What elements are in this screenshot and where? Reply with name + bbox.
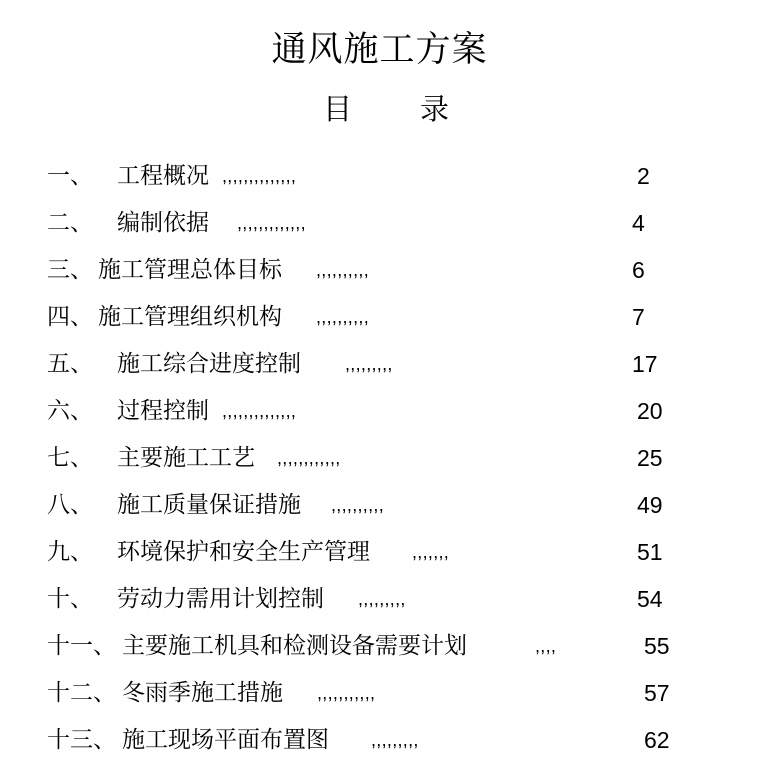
toc-item-label: 施工管理组织机构	[98, 304, 282, 330]
toc-item-label: 劳动力需用计划控制	[117, 586, 324, 612]
toc-item-label: 工程概况	[117, 163, 209, 189]
toc-item	[0, 300, 759, 334]
toc-item	[0, 441, 759, 475]
toc-item-label: 过程控制	[117, 398, 209, 424]
toc-item-leader: ,,,,,,,,,,,,,,	[222, 401, 297, 421]
toc-item-page: 62	[644, 727, 670, 753]
toc-item	[0, 629, 759, 663]
toc-item-number: 八、	[47, 492, 93, 518]
toc-item-leader: ,,,,,,,	[412, 542, 450, 562]
subtitle-mu: 目	[323, 92, 353, 126]
toc-item-page: 20	[637, 398, 663, 424]
toc-item-number: 一、	[47, 163, 93, 189]
toc-item-label: 施工管理总体目标	[98, 257, 282, 283]
toc-item-leader: ,,,,,,,,,,	[316, 260, 370, 280]
toc-item-leader: ,,,,,,,,,,,,,,	[222, 166, 297, 186]
toc-item-page: 6	[632, 257, 645, 283]
toc-item-leader: ,,,,,,,,,,	[331, 495, 385, 515]
toc-item-page: 2	[637, 163, 650, 189]
toc-item-label: 主要施工工艺	[117, 445, 255, 471]
toc-item-page: 55	[644, 633, 670, 659]
toc-item-number: 九、	[47, 539, 93, 565]
toc-item-leader: ,,,,,,,,,	[345, 354, 393, 374]
toc-item	[0, 394, 759, 428]
toc-item-page: 54	[637, 586, 663, 612]
toc-item-number: 六、	[47, 398, 93, 424]
toc-item-leader: ,,,,,,,,,	[358, 589, 406, 609]
toc-item-page: 7	[632, 304, 645, 330]
toc-item-number: 十一、	[47, 633, 116, 659]
toc-item-page: 4	[632, 210, 645, 236]
toc-item-page: 25	[637, 445, 663, 471]
toc-item-number: 三、	[47, 257, 93, 283]
toc-item-page: 49	[637, 492, 663, 518]
toc-item-label: 施工质量保证措施	[117, 492, 301, 518]
document-title: 通风施工方案	[271, 30, 488, 70]
toc-item-label: 施工现场平面布置图	[122, 727, 329, 753]
toc-item	[0, 488, 759, 522]
toc-item-leader: ,,,,,,,,,,,,	[277, 448, 341, 468]
subtitle-lu: 录	[420, 92, 450, 126]
toc-item-number: 七、	[47, 445, 93, 471]
toc-item-leader: ,,,,	[535, 636, 557, 656]
toc-item-label: 编制依据	[117, 210, 209, 236]
toc-item	[0, 676, 759, 710]
toc-item-leader: ,,,,,,,,,	[371, 730, 419, 750]
toc-item-label: 冬雨季施工措施	[122, 680, 283, 706]
toc-item-leader: ,,,,,,,,,,,	[317, 683, 376, 703]
toc-item-page: 17	[632, 351, 658, 377]
toc-item	[0, 535, 759, 569]
toc-item	[0, 206, 759, 240]
toc-item-label: 施工综合进度控制	[117, 351, 301, 377]
toc-item-number: 十、	[47, 586, 93, 612]
toc-item-leader: ,,,,,,,,,,	[316, 307, 370, 327]
toc-item-label: 主要施工机具和检测设备需要计划	[122, 633, 467, 659]
toc-item	[0, 347, 759, 381]
toc-item-number: 十三、	[47, 727, 116, 753]
toc-item-page: 51	[637, 539, 663, 565]
toc-item	[0, 582, 759, 616]
toc-item-number: 四、	[47, 304, 93, 330]
toc-item-leader: ,,,,,,,,,,,,,	[237, 213, 306, 233]
toc-item-number: 十二、	[47, 680, 116, 706]
toc-item	[0, 723, 759, 757]
toc-item	[0, 159, 759, 193]
toc-item-number: 五、	[47, 351, 93, 377]
toc-item-page: 57	[644, 680, 670, 706]
toc-item-number: 二、	[47, 210, 93, 236]
toc-item	[0, 253, 759, 287]
toc-item-label: 环境保护和安全生产管理	[117, 539, 370, 565]
